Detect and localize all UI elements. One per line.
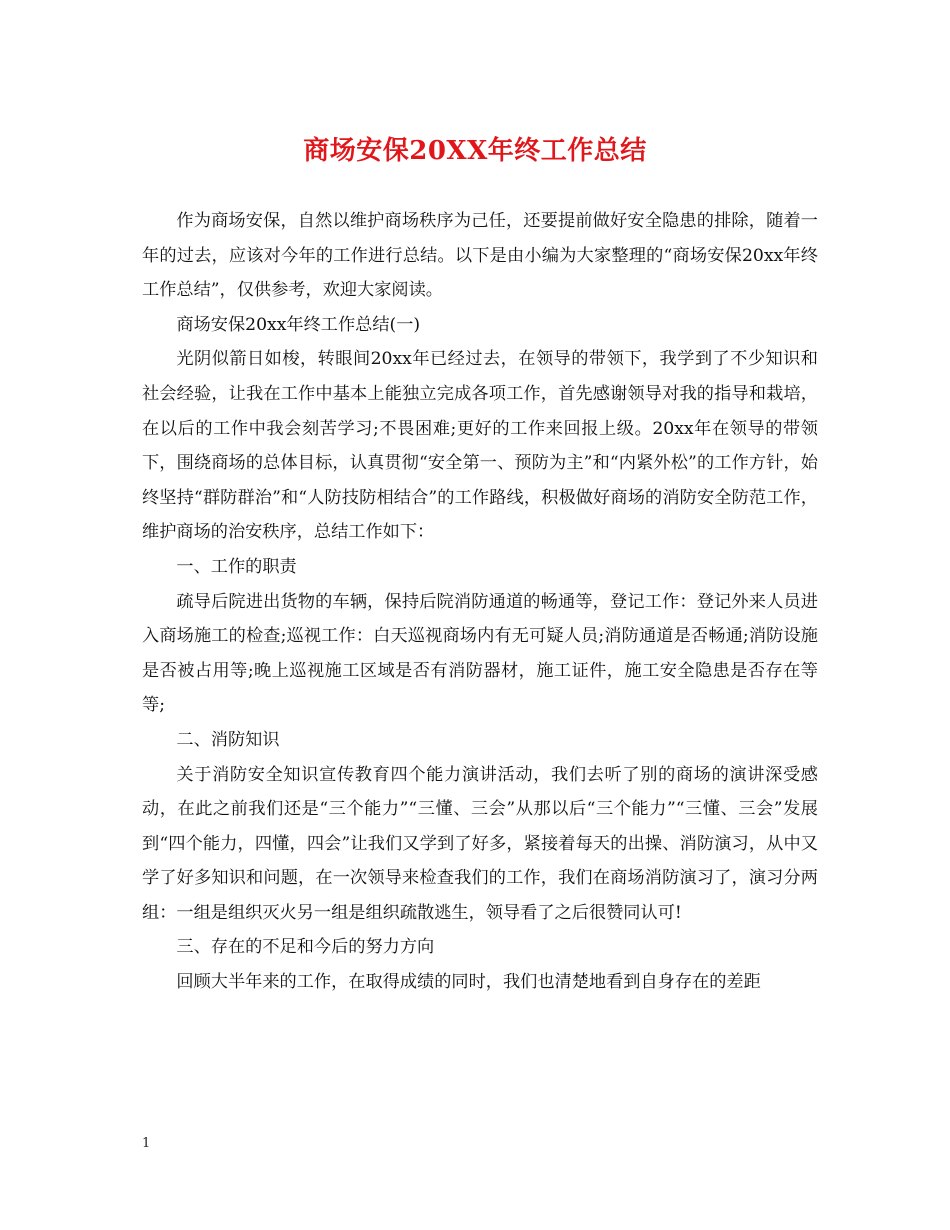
intro-paragraph: 作为商场安保，自然以维护商场秩序为己任，还要提前做好安全隐患的排除，随着一年的过去，应该对今年的工作进行总结。以下是由小编为大家整理的“商场安保20xx年终工作总结”，仅供参考，欢迎大家阅读。: [142, 211, 818, 301]
document-title: 商场安保20XX年终工作总结: [303, 136, 647, 166]
section-heading-shortcomings: 三、存在的不足和今后的努力方向: [176, 937, 435, 958]
body-paragraph: 关于消防安全知识宣传教育四个能力演讲活动，我们去听了别的商场的演讲深受感动，在此之前我们还是“三个能力”“三懂、三会”从那以后“三个能力”“三懂、三会”发展到“四个能力，四懂，四会”让我们又学到了好多，紧接着每天的出操、消防演习，从中又学了好多知识和问题，在一次领导来检查我们的工作，我们在商场消防演习了，演习分两组：一组是组织灭火另一组是组织疏散逃生，领导看了之后很赞同认可!: [142, 764, 818, 923]
page-number: 1: [142, 1136, 151, 1151]
section-heading-duties: 一、工作的职责: [176, 556, 297, 577]
section-heading-fire-knowledge: 二、消防知识: [176, 729, 280, 750]
body-paragraph: 疏导后院进出货物的车辆，保持后院消防通道的畅通等，登记工作：登记外来人员进入商场施工的检查;巡视工作：白天巡视商场内有无可疑人员;消防通道是否畅通;消防设施是否被占用等;晚上巡视施工区域是否有消防器材，施工证件，施工安全隐患是否存在等等;: [142, 591, 818, 716]
body-paragraph: 回顾大半年来的工作，在取得成绩的同时，我们也清楚地看到自身存在的差距: [176, 972, 761, 993]
document-body: [142, 204, 818, 1000]
section-heading-part-one: 商场安保20xx年终工作总结(一): [176, 314, 421, 335]
body-paragraph: 光阴似箭日如梭，转眼间20xx年已经过去，在领导的带领下，我学到了不少知识和社会经验，让我在工作中基本上能独立完成各项工作，首先感谢领导对我的指导和栽培，在以后的工作中我会刻苦学习;不畏困难;更好的工作来回报上级。20xx年在领导的带领下，围绕商场的总体目标，认真贯彻“安全第一、预防为主”和“内紧外松”的工作方针，始终坚持“群防群治”和“人防技防相结合”的工作路线，积极做好商场的消防安全防范工作，维护商场的治安秩序，总结工作如下：: [142, 349, 818, 543]
